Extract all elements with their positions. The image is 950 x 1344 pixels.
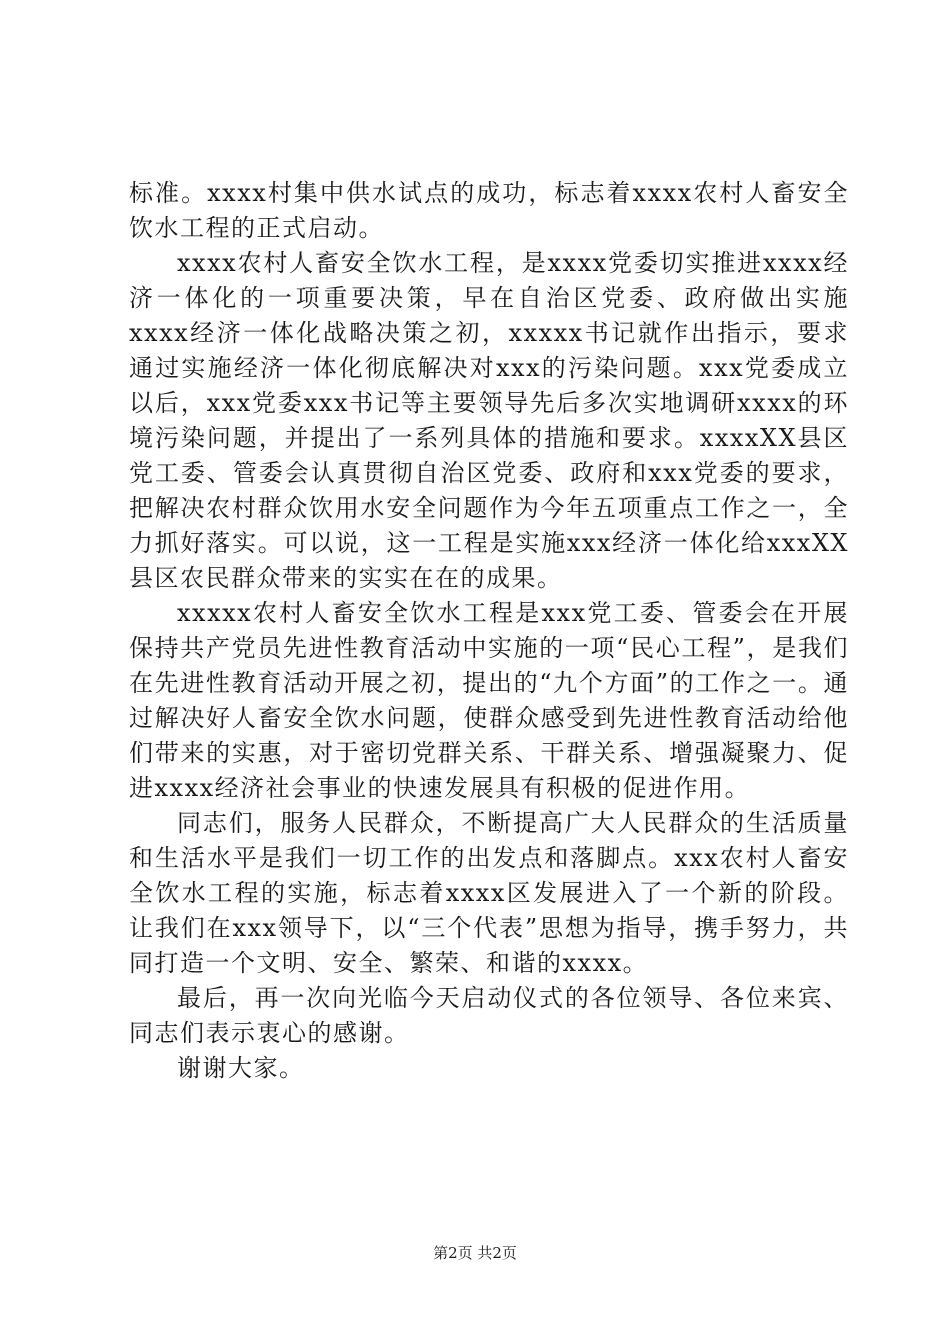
document-body (129, 176, 849, 1086)
paragraph-5: 最后，再一次向光临今天启动仪式的各位领导、各位来宾、同志们表示衷心的感谢。 (129, 984, 849, 1047)
page-footer: 第2页 共2页 (433, 1244, 517, 1262)
paragraph-6: 谢谢大家。 (177, 1054, 305, 1082)
paragraph-2: xxxx农村人畜安全饮水工程，是xxxx党委切实推进xxxx经济一体化的一项重要决策，早在自治区党委、政府做出实施xxxx经济一体化战略决策之初，xxxxx书记就作出指示，要求通过实施经济一体化彻底解决对xxx的污染问题。xxx党委成立以后，xxx党委xxx书记等主要领导先后多次实地调研xxxx的环境污染问题，并提出了一系列具体的措施和要求。xxxxXX县区党工委、管委会认真贯彻自治区党委、政府和xxx党委的要求，把解决农村群众饮用水安全问题作为今年五项重点工作之一，全力抓好落实。可以说，这一工程是实施xxx经济一体化给xxxXX县区农民群众带来的实实在在的成果。 (129, 249, 849, 592)
paragraph-4: 同志们，服务人民群众，不断提高广大人民群众的生活质量和生活水平是我们一切工作的出发点和落脚点。xxx农村人畜安全饮水工程的实施，标志着xxxx区发展进入了一个新的阶段。让我们在xxx领导下，以“三个代表”思想为指导，携手努力，共同打造一个文明、安全、繁荣、和谐的xxxx。 (129, 809, 849, 977)
paragraph-3: xxxxx农村人畜安全饮水工程是xxx党工委、管委会在开展保持共产党员先进性教育活动中实施的一项“民心工程”，是我们在先进性教育活动开展之初，提出的“九个方面”的工作之一。通过解决好人畜安全饮水问题，使群众感受到先进性教育活动给他们带来的实惠，对于密切党群关系、干群关系、增强凝聚力、促进xxxx经济社会事业的快速发展具有积极的促进作用。 (129, 599, 849, 802)
paragraph-1: 标准。xxxx村集中供水试点的成功，标志着xxxx农村人畜安全饮水工程的正式启动。 (129, 179, 849, 242)
